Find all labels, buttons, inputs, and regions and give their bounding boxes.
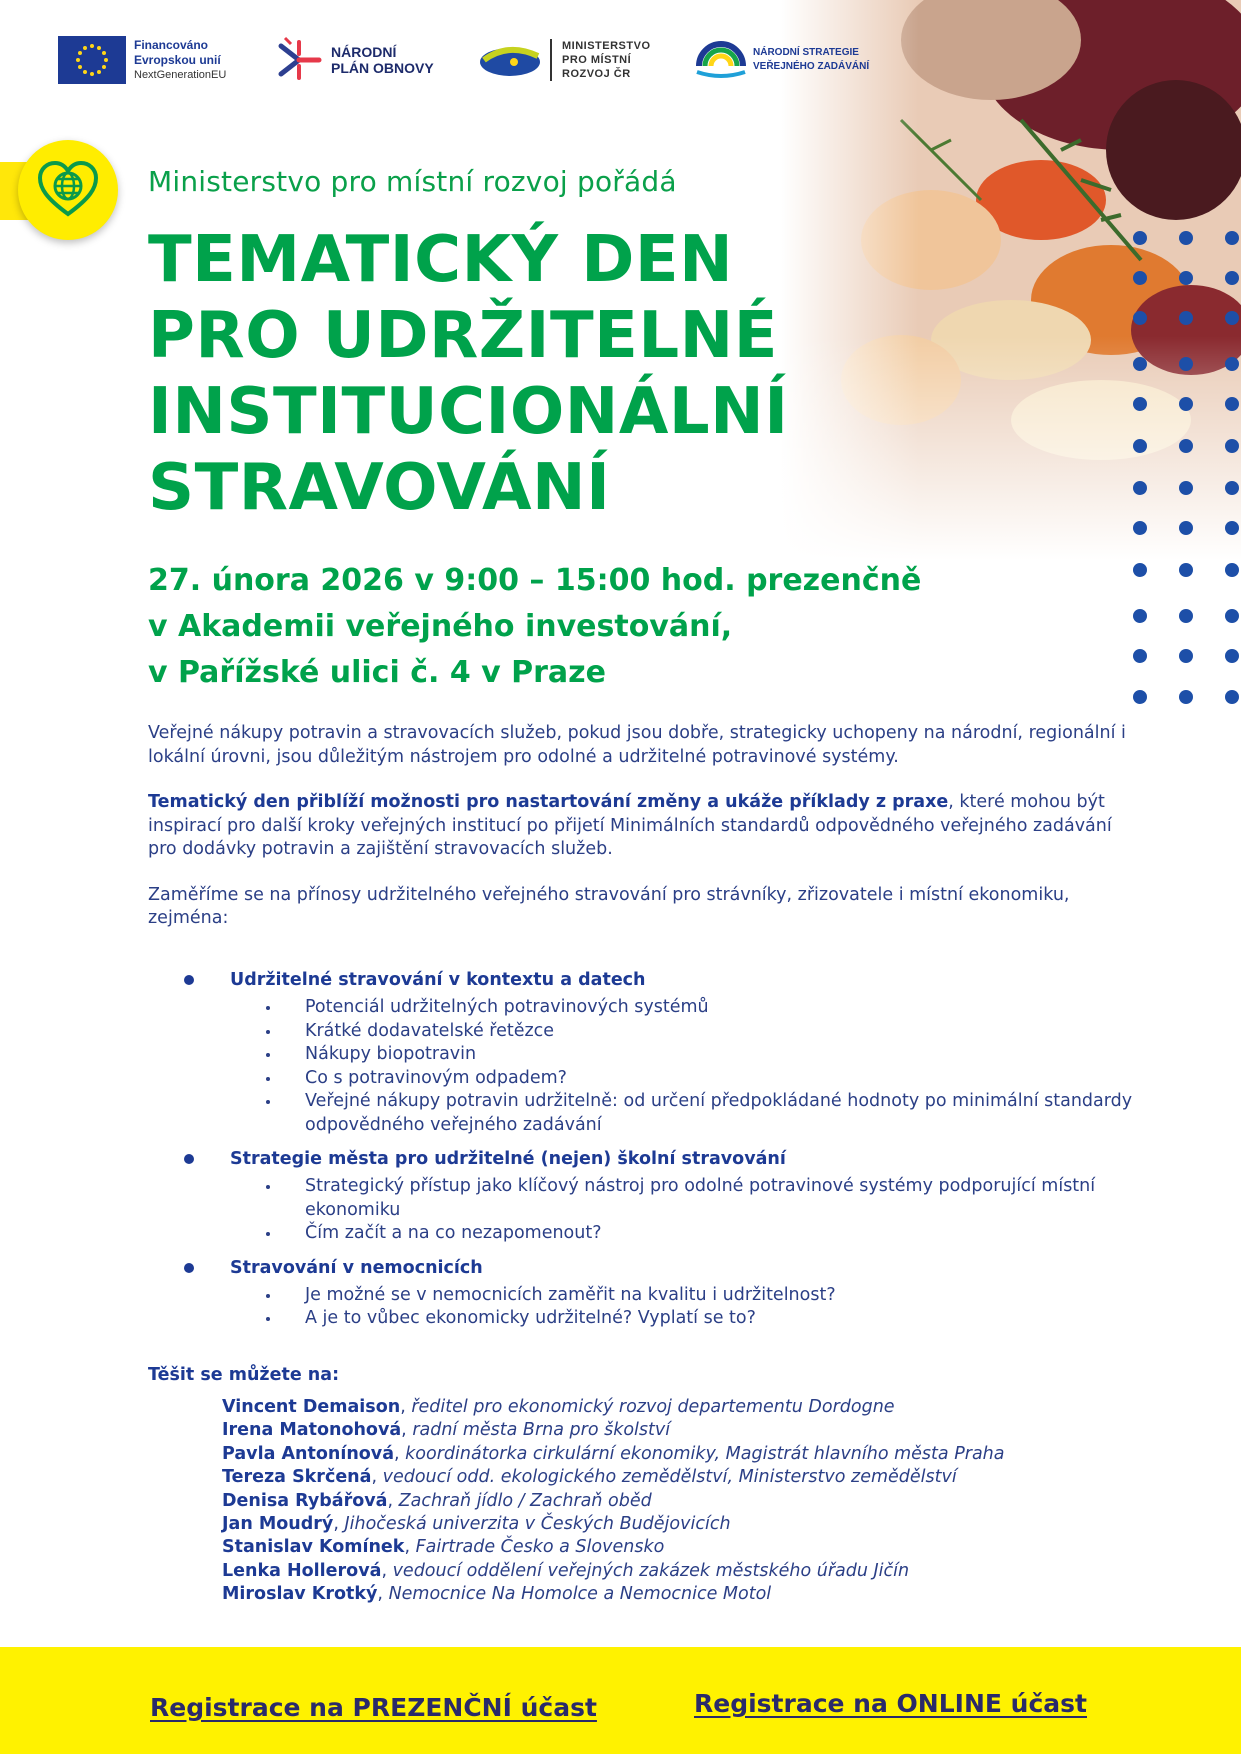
- bullet-icon: [266, 1053, 270, 1057]
- eu-flag-icon: [58, 36, 126, 84]
- speakers-heading: Těšit se můžete na:: [148, 1365, 340, 1385]
- eu-logo: [58, 30, 226, 90]
- list-item: Nákupy biopotravin: [148, 1043, 1138, 1067]
- npo-logo: [273, 30, 434, 90]
- list-item: A je to vůbec ekonomicky udržitelné? Vyplatí se to?: [148, 1307, 1138, 1331]
- mmr-logo-line2: PRO MÍSTNÍ: [562, 54, 632, 66]
- topic-section: [148, 1256, 1138, 1331]
- speaker-item: Tereza Skrčená, vedoucí odd. ekologického zemědělství, Ministerstvo zemědělství: [222, 1467, 957, 1488]
- paragraph-focus: Zaměříme se na přínosy udržitelného veřejného stravování pro strávníky, zřizovatele i místní ekonomiku, zejména:: [148, 884, 1070, 928]
- list-item: Potenciál udržitelných potravinových systémů: [148, 996, 1138, 1020]
- speaker-item: Irena Matonohová, radní města Brna pro školství: [222, 1420, 671, 1441]
- mmr-logo: [478, 30, 651, 90]
- mmr-logo-line1: MINISTERSTVO: [562, 40, 651, 52]
- list-item: Čím začít a na co nezapomenout?: [148, 1222, 1138, 1246]
- dot-pattern: [1120, 228, 1241, 708]
- mmr-logo-line3: ROZVOJ ČR: [562, 68, 631, 80]
- eu-logo-line1: Financováno: [134, 37, 209, 52]
- speaker-item: Stanislav Komínek, Fairtrade Česko a Slovensko: [222, 1537, 665, 1558]
- eu-logo-line2: Evropskou unií: [134, 52, 221, 67]
- bullet-icon: [184, 975, 194, 985]
- list-item: Veřejné nákupy potravin udržitelně: od určení předpokládané hodnoty po minimální standardy odpovědného veřejného zadávání: [148, 1090, 1138, 1137]
- list-item: Krátké dodavatelské řetězce: [148, 1020, 1138, 1044]
- nsvz-logo-line2: VEŘEJNÉHO ZADÁVÁNÍ: [753, 61, 870, 72]
- npo-logo-line2: PLÁN OBNOVY: [331, 60, 434, 76]
- topic-section: [148, 968, 1138, 1137]
- bullet-icon: [266, 1077, 270, 1081]
- topic-title: Stravování v nemocnicích: [230, 1257, 483, 1278]
- bullet-icon: [266, 1317, 270, 1321]
- title-line: STRAVOVÁNÍ: [148, 451, 611, 525]
- bullet-icon: [266, 1294, 270, 1298]
- nsvz-logo-line1: NÁRODNÍ STRATEGIE: [753, 47, 859, 58]
- bullet-icon: [266, 1232, 270, 1236]
- npo-logo-line1: NÁRODNÍ: [331, 44, 397, 60]
- heart-globe-badge: [18, 140, 118, 240]
- title-line: PRO UDRŽITELNÉ: [148, 299, 778, 373]
- mmr-emblem-icon: [478, 40, 542, 80]
- nsvz-logo: [693, 30, 869, 90]
- bullet-icon: [184, 1263, 194, 1273]
- register-onsite-link[interactable]: Registrace na PREZENČNÍ účast: [150, 1693, 597, 1722]
- speaker-item: Lenka Hollerová, vedoucí oddělení veřejných zakázek městského úřadu Jičín: [222, 1560, 910, 1581]
- nsvz-rings-icon: [693, 32, 749, 88]
- partner-logos: [58, 30, 888, 90]
- paragraph-goal-highlight: Tematický den přiblíží možnosti pro nastartování změny a ukáže příklady z praxe: [148, 792, 949, 812]
- bullet-icon: [184, 1154, 194, 1164]
- npo-star-icon: [273, 34, 325, 86]
- page-title: [148, 222, 848, 526]
- paragraph-goal: [148, 791, 1138, 862]
- list-item: Co s potravinovým odpadem?: [148, 1067, 1138, 1091]
- register-online-link[interactable]: Registrace na ONLINE účast: [694, 1689, 1087, 1718]
- speaker-item: Jan Moudrý, Jihočeská univerzita v Českých Budějovicích: [222, 1514, 731, 1535]
- heart-globe-icon: [36, 158, 100, 222]
- event-date-place: [148, 558, 1048, 696]
- bullet-icon: [266, 1030, 270, 1034]
- speaker-item: Denisa Rybářová, Zachraň jídlo / Zachraň oběd: [222, 1490, 652, 1511]
- title-line: INSTITUCIONÁLNÍ: [148, 375, 789, 449]
- registration-footer: [0, 1647, 1241, 1754]
- event-line: v Akademii veřejného investování,: [148, 609, 733, 644]
- paragraph-intro: Veřejné nákupy potravin a stravovacích služeb, pokud jsou dobře, strategicky uchopeny na národní, regionální i lokální úrovni, jsou důležitým nástrojem pro odolné a udržitelné potravinové systémy.: [148, 723, 1126, 767]
- organizer-line: Ministerstvo pro místní rozvoj pořádá: [148, 165, 677, 198]
- topic-title: Udržitelné stravování v kontextu a datech: [230, 970, 646, 990]
- bullet-icon: [266, 1100, 270, 1104]
- event-description: [148, 722, 1138, 953]
- event-line: 27. února 2026 v 9:00 – 15:00 hod. prezenčně: [148, 563, 922, 598]
- topic-list: [148, 968, 1138, 1341]
- speaker-list: [222, 1396, 1162, 1607]
- event-line: v Pařížské ulici č. 4 v Praze: [148, 655, 606, 690]
- bullet-icon: [266, 1006, 270, 1010]
- bullet-icon: [266, 1185, 270, 1189]
- topic-title: Strategie města pro udržitelné (nejen) školní stravování: [230, 1149, 786, 1169]
- speaker-item: Vincent Demaison, ředitel pro ekonomický rozvoj departementu Dordogne: [222, 1397, 895, 1417]
- topic-section: [148, 1147, 1138, 1246]
- speaker-item: Pavla Antonínová, koordinátorka cirkulární ekonomiky, Magistrát hlavního města Praha: [222, 1443, 1005, 1464]
- speaker-item: Miroslav Krotký, Nemocnice Na Homolce a Nemocnice Motol: [222, 1584, 772, 1605]
- list-item: Je možné se v nemocnicích zaměřit na kvalitu i udržitelnost?: [148, 1284, 1138, 1308]
- title-line: TEMATICKÝ DEN: [148, 223, 734, 297]
- paragraph-goal-rest: , které mohou být inspirací pro další kroky veřejných institucí po přijetí Minimálních standardů odpovědného veřejného zadávání pro dodávky potravin a zajištění stravovacích služeb.: [148, 792, 1112, 859]
- list-item: Strategický přístup jako klíčový nástroj pro odolné potravinové systémy podporující místní ekonomiku: [148, 1175, 1138, 1222]
- eu-logo-line3: NextGenerationEU: [134, 68, 227, 81]
